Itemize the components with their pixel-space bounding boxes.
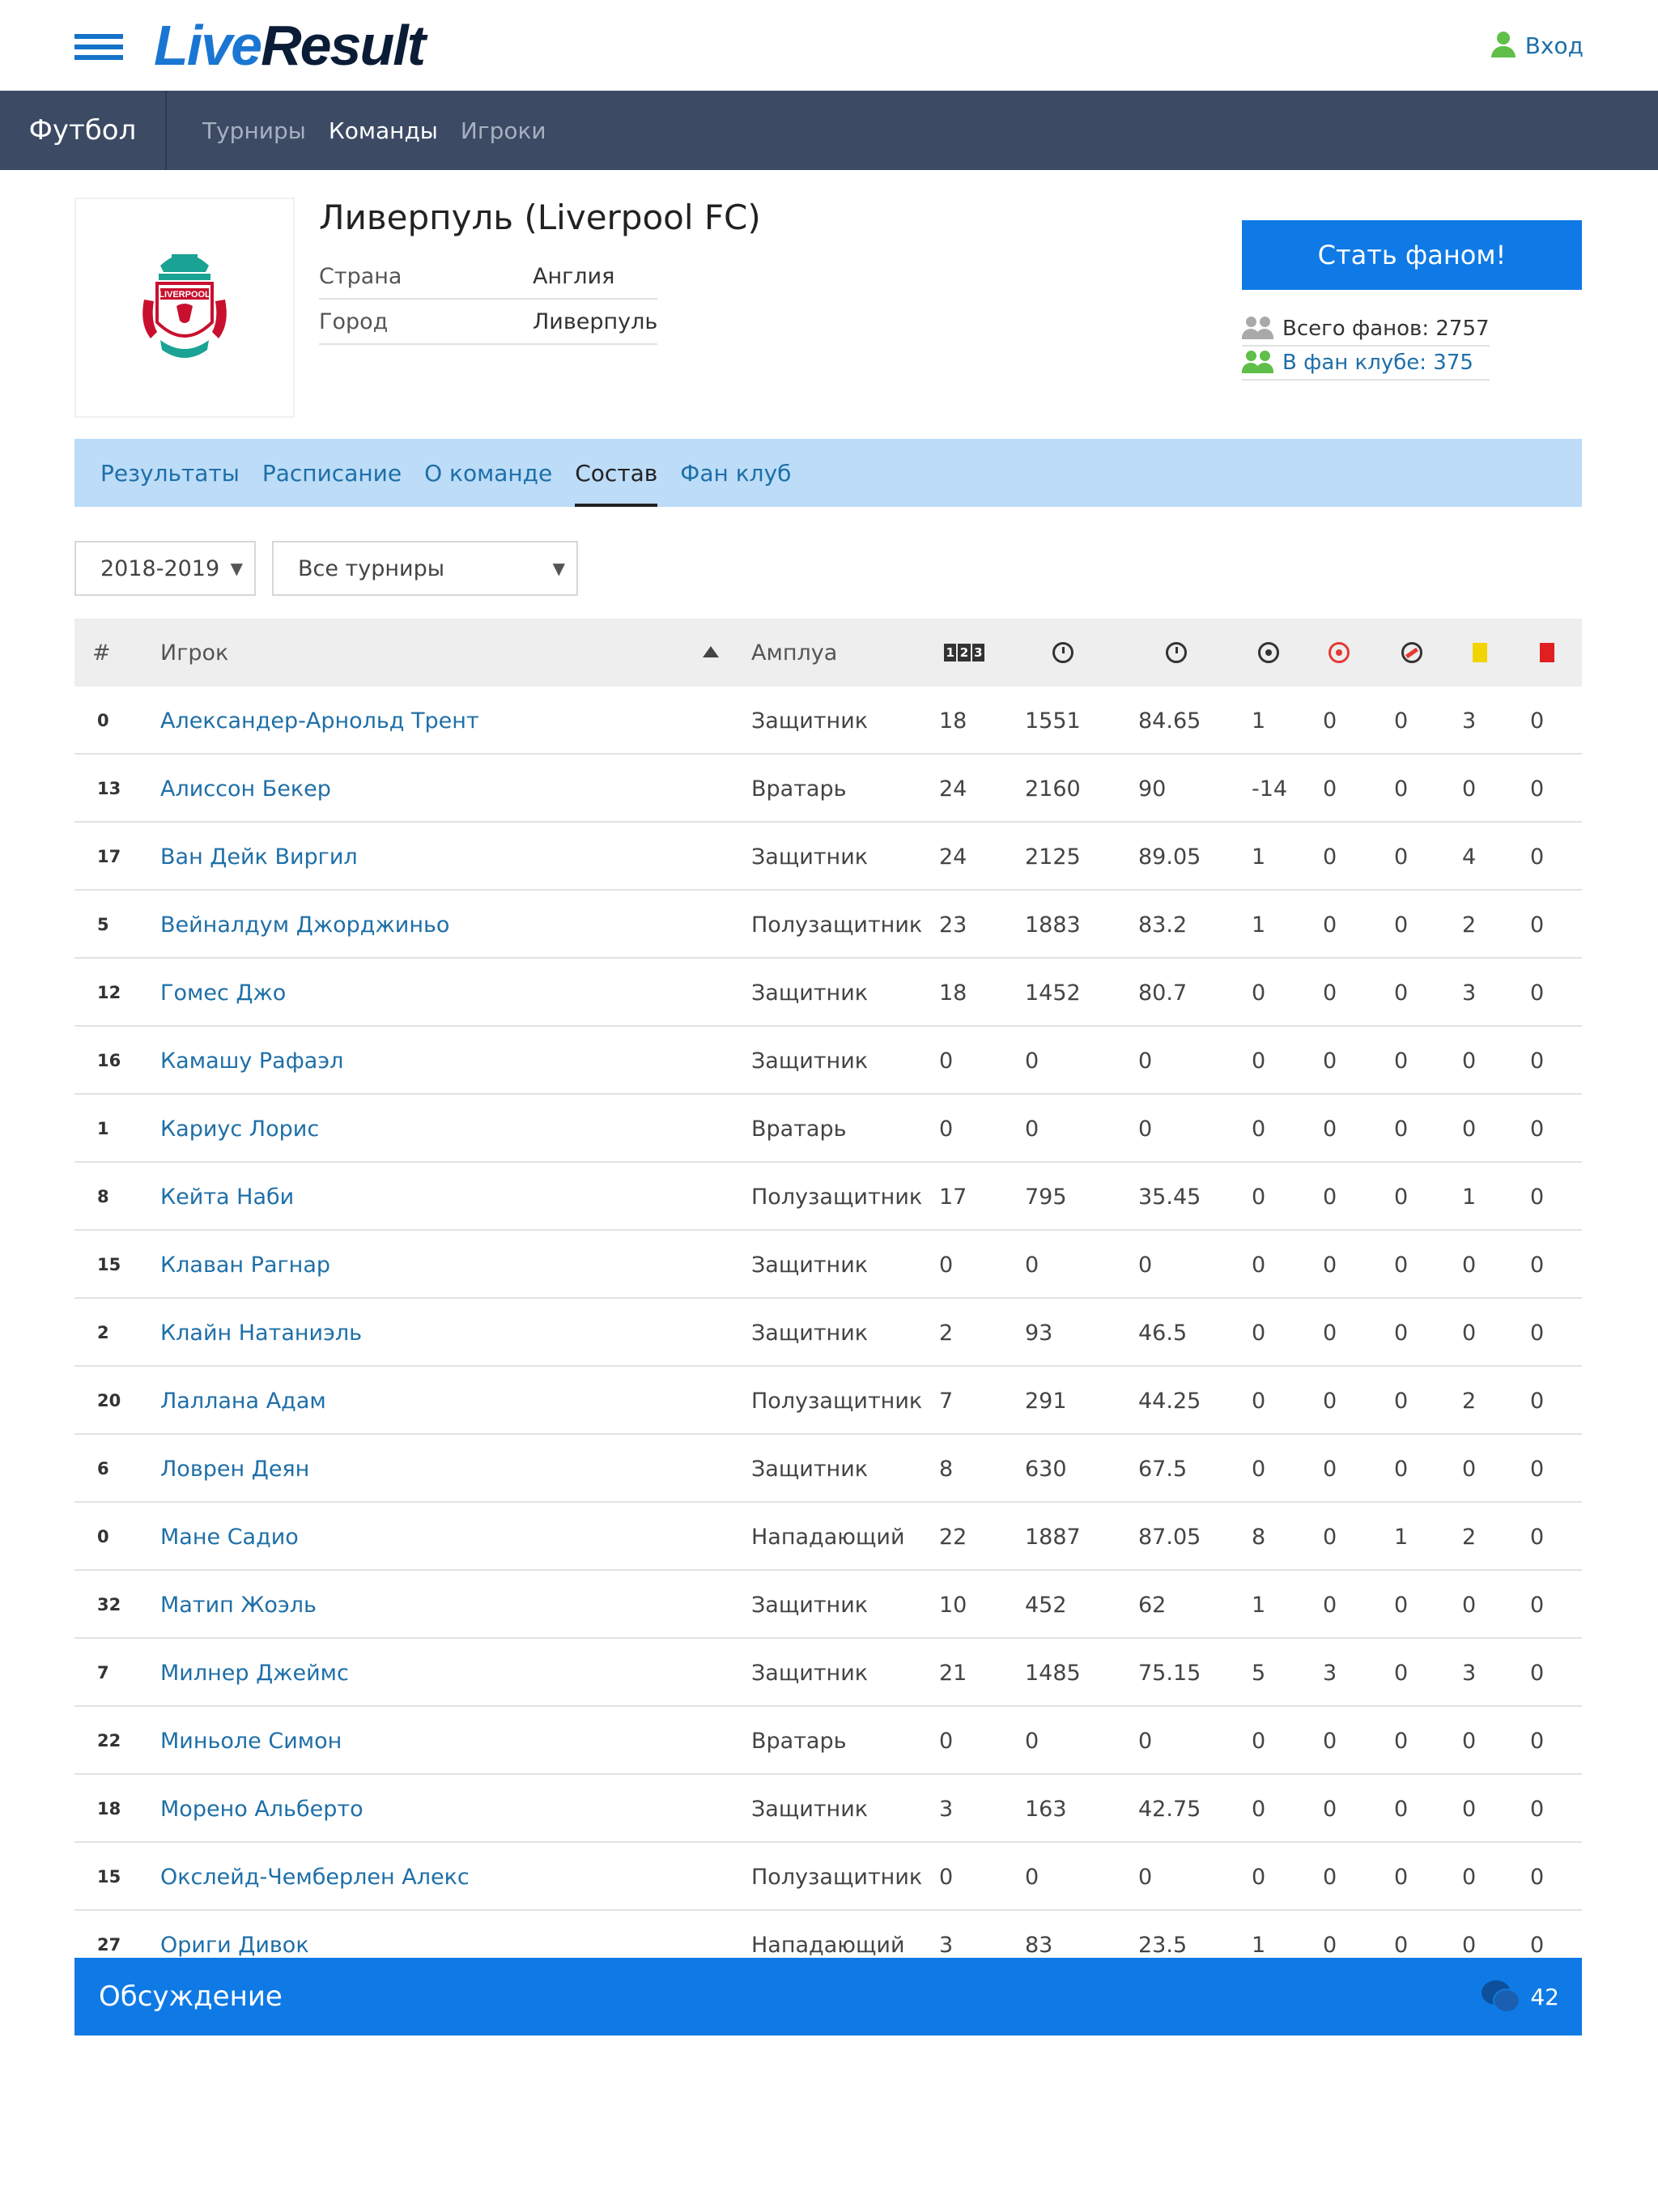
cell-games: 2 — [939, 1320, 954, 1346]
table-row — [74, 1571, 1582, 1639]
cell-red-cards: 0 — [1530, 1252, 1545, 1278]
tab-fan-club[interactable]: Фан клуб — [680, 459, 792, 487]
header-yellow-cards[interactable] — [1473, 619, 1487, 687]
login-link[interactable] — [1491, 29, 1584, 62]
cell-minutes: 1551 — [1025, 708, 1081, 734]
cell-own-goals: 0 — [1323, 1116, 1337, 1142]
chat-bubbles-icon — [1482, 1980, 1519, 2013]
cell-games: 3 — [939, 1796, 954, 1822]
cell-minutes: 452 — [1025, 1592, 1067, 1618]
cell-avg-minutes: 75.15 — [1138, 1660, 1201, 1686]
table-row — [74, 1775, 1582, 1843]
cell-own-goals: 0 — [1323, 776, 1337, 802]
table-row — [74, 1843, 1582, 1911]
table-row — [74, 1163, 1582, 1231]
cell-yellow-cards: 0 — [1462, 1048, 1477, 1074]
cell-own-goals: 0 — [1323, 1184, 1337, 1210]
total-fans: Всего фанов: 2757 — [1282, 317, 1490, 341]
table-row — [74, 959, 1582, 1027]
page-title: Ливерпуль (Liverpool FC) — [319, 198, 761, 237]
table-row — [74, 1639, 1582, 1707]
minutes-icon — [1052, 642, 1073, 663]
player-link[interactable]: Алиссон Бекер — [160, 776, 331, 802]
cell-red-cards: 0 — [1530, 912, 1545, 938]
cell-minutes: 1452 — [1025, 980, 1081, 1006]
header-goals[interactable] — [1258, 619, 1279, 687]
cell-minutes: 1883 — [1025, 912, 1081, 938]
cell-penalty: 0 — [1394, 1048, 1409, 1074]
cell-games: 0 — [939, 1728, 954, 1754]
cell-minutes: 0 — [1025, 1116, 1039, 1142]
season-value: 2018-2019 — [100, 555, 220, 581]
cell-goals: 0 — [1252, 1184, 1266, 1210]
cell-goals: 0 — [1252, 1252, 1266, 1278]
logo[interactable]: LiveResult — [154, 14, 425, 77]
cell-role: Нападающий — [751, 1932, 905, 1958]
player-link[interactable]: Кариус Лорис — [160, 1116, 320, 1142]
cell-minutes: 0 — [1025, 1252, 1039, 1278]
cell-number: 18 — [97, 1799, 121, 1819]
cell-penalty: 0 — [1394, 1184, 1409, 1210]
red-card-icon — [1540, 643, 1554, 662]
country-value: Англия — [533, 263, 615, 289]
cell-role: Защитник — [751, 1660, 869, 1686]
cell-games: 0 — [939, 1252, 954, 1278]
cell-goals: 1 — [1252, 1592, 1266, 1618]
cell-avg-minutes: 87.05 — [1138, 1524, 1201, 1550]
cell-avg-minutes: 23.5 — [1138, 1932, 1188, 1958]
cell-games: 0 — [939, 1864, 954, 1890]
cell-games: 0 — [939, 1116, 954, 1142]
cell-goals: 0 — [1252, 1388, 1266, 1414]
player-link[interactable]: Милнер Джеймс — [160, 1660, 349, 1686]
svg-text:LIVERPOOL: LIVERPOOL — [159, 290, 210, 300]
cell-yellow-cards: 0 — [1462, 1592, 1477, 1618]
cell-yellow-cards: 2 — [1462, 912, 1477, 938]
player-link[interactable]: Матип Жоэль — [160, 1592, 317, 1618]
cell-penalty: 0 — [1394, 980, 1409, 1006]
cell-red-cards: 0 — [1530, 1456, 1545, 1482]
table-row — [74, 1911, 1582, 1958]
player-link[interactable]: Миньоле Симон — [160, 1728, 342, 1754]
cell-games: 17 — [939, 1184, 967, 1210]
cell-number: 8 — [97, 1187, 109, 1206]
cell-yellow-cards: 0 — [1462, 1456, 1477, 1482]
cell-games: 24 — [939, 844, 967, 870]
discussion-bar[interactable] — [74, 1958, 1582, 2035]
cell-red-cards: 0 — [1530, 1048, 1545, 1074]
cell-yellow-cards: 2 — [1462, 1388, 1477, 1414]
cell-red-cards: 0 — [1530, 1796, 1545, 1822]
cell-role: Нападающий — [751, 1524, 905, 1550]
menu-icon[interactable] — [74, 34, 123, 62]
cell-avg-minutes: 90 — [1138, 776, 1167, 802]
cell-minutes: 630 — [1025, 1456, 1067, 1482]
cell-yellow-cards: 0 — [1462, 1932, 1477, 1958]
cell-own-goals: 0 — [1323, 844, 1337, 870]
header-games[interactable] — [944, 619, 984, 687]
cell-penalty: 0 — [1394, 1456, 1409, 1482]
user-icon — [1491, 32, 1516, 59]
cell-role: Защитник — [751, 1456, 869, 1482]
cell-goals: 1 — [1252, 844, 1266, 870]
nav-links — [202, 117, 546, 144]
cell-own-goals: 0 — [1323, 1932, 1337, 1958]
chevron-down-icon: ▼ — [230, 559, 243, 578]
table-row — [74, 1435, 1582, 1503]
cell-number: 0 — [97, 711, 109, 730]
cell-games: 18 — [939, 980, 967, 1006]
cell-role: Защитник — [751, 1592, 869, 1618]
player-link[interactable]: Клайн Натаниэль — [160, 1320, 363, 1346]
cell-own-goals: 0 — [1323, 1048, 1337, 1074]
cell-goals: 0 — [1252, 980, 1266, 1006]
fan-club-link[interactable]: В фан клубе: 375 — [1282, 351, 1473, 375]
cell-goals: 0 — [1252, 1048, 1266, 1074]
cell-role: Вратарь — [751, 1728, 847, 1754]
cell-avg-minutes: 0 — [1138, 1252, 1153, 1278]
liverpool-crest-icon — [136, 243, 233, 372]
cell-goals: 1 — [1252, 708, 1266, 734]
cell-avg-minutes: 62 — [1138, 1592, 1167, 1618]
player-link[interactable]: Кейта Наби — [160, 1184, 295, 1210]
cell-role: Вратарь — [751, 776, 847, 802]
tab-schedule[interactable]: Расписание — [261, 459, 402, 487]
cell-avg-minutes: 35.45 — [1138, 1184, 1201, 1210]
fans-info — [1242, 313, 1490, 381]
top-bar — [0, 0, 1658, 91]
header-red-cards[interactable] — [1540, 619, 1554, 687]
cell-goals: 1 — [1252, 912, 1266, 938]
header-penalty[interactable] — [1401, 619, 1422, 687]
cell-number: 5 — [97, 915, 109, 934]
cell-role: Защитник — [751, 1048, 869, 1074]
cell-minutes: 1485 — [1025, 1660, 1081, 1686]
tournament-value: Все турниры — [298, 555, 445, 581]
cell-yellow-cards: 0 — [1462, 1116, 1477, 1142]
cell-role: Защитник — [751, 980, 869, 1006]
table-row — [74, 1503, 1582, 1571]
table-row — [74, 1027, 1582, 1095]
cell-penalty: 0 — [1394, 1728, 1409, 1754]
table-row — [74, 1707, 1582, 1775]
cell-minutes: 0 — [1025, 1048, 1039, 1074]
cell-number: 0 — [97, 1527, 109, 1546]
tab-results[interactable]: Результаты — [100, 459, 240, 487]
avg-minutes-icon — [1166, 642, 1187, 663]
cell-avg-minutes: 0 — [1138, 1864, 1153, 1890]
cell-avg-minutes: 80.7 — [1138, 980, 1188, 1006]
cell-avg-minutes: 84.65 — [1138, 708, 1201, 734]
cell-minutes: 795 — [1025, 1184, 1067, 1210]
header-number: # — [92, 640, 111, 666]
cell-red-cards: 0 — [1530, 1864, 1545, 1890]
cell-role: Защитник — [751, 844, 869, 870]
fans-icon — [1242, 317, 1274, 341]
cell-goals: 0 — [1252, 1456, 1266, 1482]
player-link[interactable]: Клаван Рагнар — [160, 1252, 331, 1278]
player-link[interactable]: Ловрен Деян — [160, 1456, 310, 1482]
team-logo — [74, 198, 295, 418]
table-body — [74, 687, 1582, 1958]
cell-yellow-cards: 4 — [1462, 844, 1477, 870]
player-link[interactable]: Камашу Рафаэл — [160, 1048, 344, 1074]
player-link[interactable]: Лаллана Адам — [160, 1388, 326, 1414]
cell-goals: 0 — [1252, 1728, 1266, 1754]
cell-games: 18 — [939, 708, 967, 734]
city-label: Город — [319, 308, 389, 334]
cell-number: 12 — [97, 983, 121, 1002]
cell-yellow-cards: 2 — [1462, 1524, 1477, 1550]
cell-avg-minutes: 0 — [1138, 1048, 1153, 1074]
cell-own-goals: 0 — [1323, 1524, 1337, 1550]
table-row — [74, 1095, 1582, 1163]
cell-goals: 5 — [1252, 1660, 1266, 1686]
cell-red-cards: 0 — [1530, 980, 1545, 1006]
cell-own-goals: 0 — [1323, 1320, 1337, 1346]
comment-count: 42 — [1530, 1983, 1559, 2010]
cell-number: 20 — [97, 1391, 121, 1410]
fan-club-icon — [1242, 351, 1274, 375]
cell-number: 15 — [97, 1867, 121, 1887]
cell-goals: 1 — [1252, 1932, 1266, 1958]
cell-role: Защитник — [751, 1252, 869, 1278]
cell-yellow-cards: 0 — [1462, 1864, 1477, 1890]
cell-number: 7 — [97, 1663, 109, 1682]
cell-minutes: 83 — [1025, 1932, 1053, 1958]
cell-yellow-cards: 0 — [1462, 1796, 1477, 1822]
cell-avg-minutes: 0 — [1138, 1728, 1153, 1754]
cell-role: Защитник — [751, 1796, 869, 1822]
nav-link-tournaments[interactable]: Турниры — [202, 117, 306, 144]
cell-number: 15 — [97, 1255, 121, 1274]
cell-red-cards: 0 — [1530, 1660, 1545, 1686]
cell-red-cards: 0 — [1530, 1592, 1545, 1618]
cell-avg-minutes: 83.2 — [1138, 912, 1188, 938]
discussion-title: Обсуждение — [99, 1980, 283, 2013]
cell-avg-minutes: 46.5 — [1138, 1320, 1188, 1346]
cell-number: 2 — [97, 1323, 109, 1342]
header-own-goals[interactable] — [1329, 619, 1350, 687]
own-goals-icon — [1329, 642, 1350, 663]
team-tabs — [74, 439, 1582, 507]
cell-number: 13 — [97, 779, 121, 798]
cell-number: 17 — [97, 847, 121, 866]
cell-goals: 0 — [1252, 1796, 1266, 1822]
cell-role: Полузащитник — [751, 1388, 923, 1414]
cell-own-goals: 0 — [1323, 912, 1337, 938]
become-fan-button[interactable]: Стать фаном! — [1242, 220, 1582, 290]
cell-yellow-cards: 1 — [1462, 1184, 1477, 1210]
cell-own-goals: 0 — [1323, 1388, 1337, 1414]
cell-yellow-cards: 0 — [1462, 1728, 1477, 1754]
cell-penalty: 0 — [1394, 1592, 1409, 1618]
cell-games: 10 — [939, 1592, 967, 1618]
chevron-down-icon: ▼ — [552, 559, 565, 578]
cell-number: 16 — [97, 1051, 121, 1070]
cell-minutes: 2160 — [1025, 776, 1081, 802]
cell-penalty: 0 — [1394, 776, 1409, 802]
cell-yellow-cards: 3 — [1462, 1660, 1477, 1686]
table-row — [74, 1367, 1582, 1435]
cell-minutes: 0 — [1025, 1864, 1039, 1890]
table-row — [74, 1231, 1582, 1299]
cell-goals: 0 — [1252, 1864, 1266, 1890]
cell-yellow-cards: 3 — [1462, 980, 1477, 1006]
cell-yellow-cards: 0 — [1462, 776, 1477, 802]
cell-role: Полузащитник — [751, 912, 923, 938]
cell-minutes: 2125 — [1025, 844, 1081, 870]
cell-minutes: 1887 — [1025, 1524, 1081, 1550]
cell-penalty: 0 — [1394, 1320, 1409, 1346]
table-row — [74, 823, 1582, 891]
table-header — [74, 619, 1582, 687]
cell-games: 23 — [939, 912, 967, 938]
cell-red-cards: 0 — [1530, 708, 1545, 734]
cell-minutes: 0 — [1025, 1728, 1039, 1754]
cell-minutes: 163 — [1025, 1796, 1067, 1822]
cell-role: Защитник — [751, 1320, 869, 1346]
cell-penalty: 0 — [1394, 1388, 1409, 1414]
tab-about[interactable]: О команде — [424, 459, 553, 487]
cell-own-goals: 3 — [1323, 1660, 1337, 1686]
nav-link-players[interactable]: Игроки — [460, 117, 546, 144]
cell-avg-minutes: 0 — [1138, 1116, 1153, 1142]
main-nav — [0, 91, 1658, 170]
cell-own-goals: 0 — [1323, 1456, 1337, 1482]
cell-penalty: 0 — [1394, 1116, 1409, 1142]
cell-own-goals: 0 — [1323, 1592, 1337, 1618]
cell-penalty: 0 — [1394, 1252, 1409, 1278]
cell-red-cards: 0 — [1530, 1728, 1545, 1754]
cell-minutes: 291 — [1025, 1388, 1067, 1414]
player-link[interactable]: Ван Дейк Виргил — [160, 844, 358, 870]
cell-red-cards: 0 — [1530, 1524, 1545, 1550]
country-label: Страна — [319, 263, 402, 289]
cell-red-cards: 0 — [1530, 776, 1545, 802]
table-row — [74, 687, 1582, 755]
games-icon: 1 2 3 — [944, 644, 984, 661]
cell-minutes: 93 — [1025, 1320, 1053, 1346]
cell-red-cards: 0 — [1530, 1320, 1545, 1346]
cell-games: 24 — [939, 776, 967, 802]
cell-penalty: 1 — [1394, 1524, 1409, 1550]
penalty-icon — [1401, 642, 1422, 663]
cell-number: 22 — [97, 1731, 121, 1750]
cell-yellow-cards: 0 — [1462, 1320, 1477, 1346]
header-player[interactable]: Игрок — [160, 640, 229, 666]
cell-penalty: 0 — [1394, 912, 1409, 938]
cell-number: 27 — [97, 1935, 121, 1955]
player-link[interactable]: Мане Садио — [160, 1524, 299, 1550]
city-value: Ливерпуль — [533, 308, 658, 334]
cell-games: 0 — [939, 1048, 954, 1074]
cell-games: 22 — [939, 1524, 967, 1550]
sort-asc-icon[interactable] — [703, 646, 719, 657]
table-row — [74, 1299, 1582, 1367]
cell-number: 1 — [97, 1119, 109, 1138]
cell-number: 32 — [97, 1595, 121, 1614]
cell-penalty: 0 — [1394, 708, 1409, 734]
cell-red-cards: 0 — [1530, 1184, 1545, 1210]
cell-games: 3 — [939, 1932, 954, 1958]
cell-goals: -14 — [1252, 776, 1288, 802]
cell-penalty: 0 — [1394, 844, 1409, 870]
cell-red-cards: 0 — [1530, 1388, 1545, 1414]
nav-sport[interactable]: Футбол — [0, 91, 167, 170]
tournament-select[interactable] — [272, 541, 578, 596]
cell-own-goals: 0 — [1323, 1252, 1337, 1278]
tab-squad[interactable]: Состав — [575, 439, 657, 507]
cell-penalty: 0 — [1394, 1864, 1409, 1890]
cell-red-cards: 0 — [1530, 1932, 1545, 1958]
player-link[interactable]: Окслейд-Чемберлен Алекс — [160, 1864, 470, 1890]
player-link[interactable]: Александер-Арнольд Трент — [160, 708, 479, 734]
cell-own-goals: 0 — [1323, 1728, 1337, 1754]
cell-role: Полузащитник — [751, 1184, 923, 1210]
cell-avg-minutes: 42.75 — [1138, 1796, 1201, 1822]
cell-games: 21 — [939, 1660, 967, 1686]
discussion-count[interactable] — [1482, 1980, 1559, 2013]
cell-yellow-cards: 0 — [1462, 1252, 1477, 1278]
login-label: Вход — [1524, 32, 1584, 59]
cell-penalty: 0 — [1394, 1796, 1409, 1822]
cell-own-goals: 0 — [1323, 1796, 1337, 1822]
team-info — [319, 254, 657, 345]
cell-red-cards: 0 — [1530, 1116, 1545, 1142]
header-minutes[interactable] — [1052, 619, 1073, 687]
cell-avg-minutes: 67.5 — [1138, 1456, 1188, 1482]
cell-goals: 0 — [1252, 1116, 1266, 1142]
cell-penalty: 0 — [1394, 1660, 1409, 1686]
cell-role: Защитник — [751, 708, 869, 734]
header-avg-minutes[interactable] — [1166, 619, 1187, 687]
player-link[interactable]: Ориги Дивок — [160, 1932, 309, 1958]
nav-link-teams[interactable]: Команды — [328, 117, 438, 144]
yellow-card-icon — [1473, 643, 1487, 662]
cell-goals: 0 — [1252, 1320, 1266, 1346]
player-link[interactable]: Гомес Джо — [160, 980, 287, 1006]
cell-role: Полузащитник — [751, 1864, 923, 1890]
cell-penalty: 0 — [1394, 1932, 1409, 1958]
cell-number: 6 — [97, 1459, 109, 1478]
cell-yellow-cards: 3 — [1462, 708, 1477, 734]
cell-own-goals: 0 — [1323, 980, 1337, 1006]
cell-games: 7 — [939, 1388, 954, 1414]
table-row — [74, 891, 1582, 959]
goals-icon — [1258, 642, 1279, 663]
cell-red-cards: 0 — [1530, 844, 1545, 870]
table-row — [74, 755, 1582, 823]
cell-own-goals: 0 — [1323, 708, 1337, 734]
header-role[interactable]: Амплуа — [751, 640, 838, 666]
cell-avg-minutes: 44.25 — [1138, 1388, 1201, 1414]
player-link[interactable]: Морено Альберто — [160, 1796, 363, 1822]
cell-goals: 8 — [1252, 1524, 1266, 1550]
cell-role: Вратарь — [751, 1116, 847, 1142]
squad-table — [74, 619, 1582, 1958]
cell-games: 8 — [939, 1456, 954, 1482]
cell-avg-minutes: 89.05 — [1138, 844, 1201, 870]
season-select[interactable] — [74, 541, 256, 596]
cell-own-goals: 0 — [1323, 1864, 1337, 1890]
player-link[interactable]: Вейналдум Джорджиньо — [160, 912, 450, 938]
